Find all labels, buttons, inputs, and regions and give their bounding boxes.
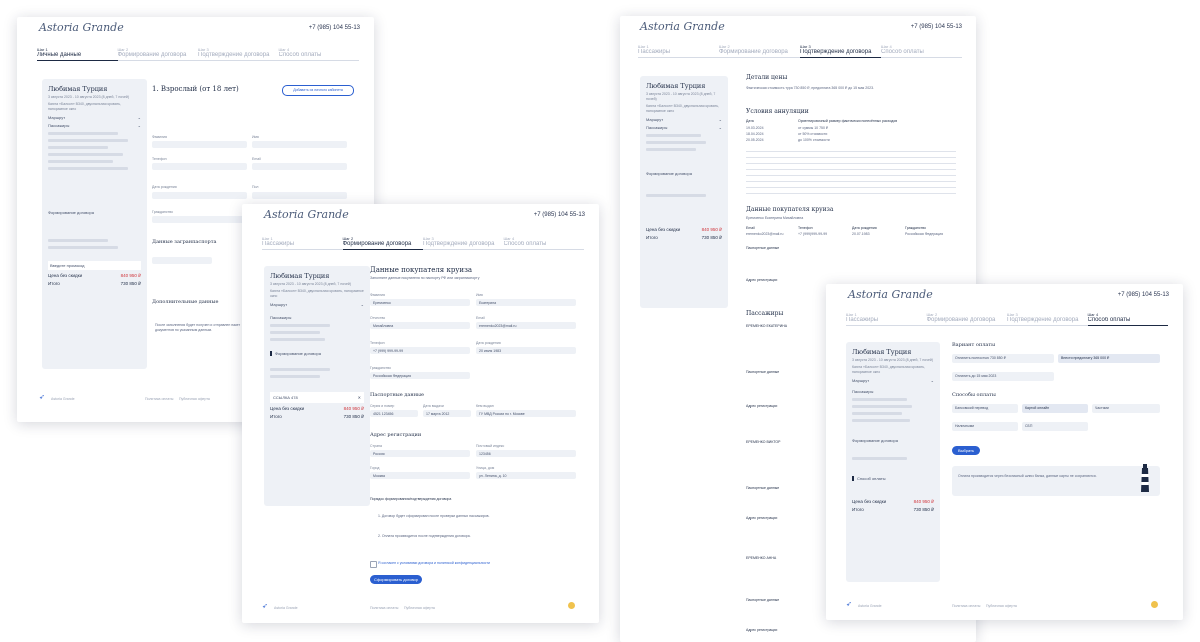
footer-link-offer[interactable]: Публичная оферта <box>986 604 1017 608</box>
passengers-title: Пассажиры <box>746 310 784 317</box>
value: ул. Ленина, д. 10 <box>479 474 507 478</box>
passenger-name: ЕРЕМЕНКО ЕКАТЕРИНА <box>746 324 788 328</box>
tour-summary <box>264 266 370 506</box>
label-email: Email <box>476 316 485 320</box>
step-title: Способ оплаты <box>1087 317 1131 323</box>
partner-badge-icon <box>568 602 575 609</box>
phone-number[interactable]: +7 (985) 104 55-13 <box>1117 292 1169 298</box>
buyer-val: +7 (999)999-99-99 <box>798 232 828 236</box>
method-option-card[interactable] <box>1022 404 1088 413</box>
value: 17 марта 2012 <box>426 412 450 416</box>
input-birthdate[interactable] <box>476 347 576 354</box>
discount-label: Цена без скидки <box>646 227 681 232</box>
value: ГУ МВД России по г. Москве <box>479 412 525 416</box>
label-issue-date: Дата выдачи <box>423 404 444 408</box>
pay-option-prepay[interactable] <box>1058 354 1160 363</box>
pay-option-later[interactable] <box>952 372 1054 381</box>
input-gender[interactable] <box>252 192 347 199</box>
stepper <box>37 47 359 61</box>
payment-note: Оплата производится через безопасный шлюз банка, данные карты не сохраняются. <box>958 474 1097 478</box>
label-gender: Пол <box>252 185 259 189</box>
total-price: 730 850 ₽ <box>913 507 934 512</box>
route-label: Маршрут <box>852 378 870 383</box>
value: +7 (999) 999-99-99 <box>373 349 404 353</box>
step-num: Шаг 3 <box>1007 312 1018 317</box>
tour-cabin: Каюта «Балкон» В340, двуспальная кровать, панорамное окно <box>852 365 925 374</box>
adult-title: 1. Взрослый (от 18 лет) <box>152 85 239 93</box>
step-contract[interactable] <box>343 236 424 250</box>
step-title: Формирование договора <box>117 52 187 58</box>
brand-logo[interactable]: Astoria Grande <box>264 208 349 221</box>
step-num: Шаг 1 <box>638 44 649 49</box>
total-row <box>646 235 722 241</box>
label-citizenship: Гражданство <box>370 366 391 370</box>
cancel-title: Условия аннуляции <box>746 108 809 115</box>
step-num: Шаг 2 <box>719 44 730 49</box>
method-option[interactable] <box>1022 422 1088 431</box>
tour-cabin: Каюта «Балкон» В340, двуспальная кровать, панорамное окно <box>48 102 121 111</box>
label-birthdate: Дата рождения <box>476 341 501 345</box>
value: Россия <box>373 452 385 456</box>
address-title: Адрес регистрации <box>746 404 778 408</box>
value: СБП <box>1025 424 1033 428</box>
stepper <box>262 236 584 250</box>
step-num: Шаг 1 <box>262 236 273 241</box>
buyer-val: 20.07.1983 <box>852 232 870 236</box>
old-price-row <box>646 227 722 233</box>
tour-summary <box>846 342 940 582</box>
value: Москва <box>373 474 385 478</box>
discount-label: Цена без скидки <box>48 273 83 278</box>
label-lastname: Фамилия <box>370 293 385 297</box>
chevron-down-icon: ⌄ <box>137 123 141 128</box>
cancel-amount: до 100% стоимости <box>798 138 830 142</box>
step-confirm[interactable] <box>198 47 279 61</box>
label-passport-number: Серия и номер <box>370 404 395 408</box>
cancel-amount: от 50% стоимости <box>798 132 828 136</box>
step-confirm[interactable] <box>423 236 504 250</box>
method-option[interactable] <box>952 422 1018 431</box>
passengers-toggle[interactable] <box>852 389 934 394</box>
payment-step[interactable] <box>852 476 934 481</box>
discount-label: Цена без скидки <box>270 406 305 411</box>
step-payment[interactable] <box>279 47 360 61</box>
route-toggle[interactable] <box>270 302 364 307</box>
route-toggle[interactable] <box>48 115 141 120</box>
label-birthdate: Дата рождения <box>152 185 177 189</box>
stepper <box>638 44 962 58</box>
label-phone: Телефон <box>370 341 385 345</box>
buyer-col: Гражданство <box>905 226 926 230</box>
consent-checkbox[interactable] <box>370 561 377 568</box>
screen-payment <box>826 284 1183 620</box>
input-phone[interactable] <box>370 347 470 354</box>
input-postcode[interactable] <box>476 450 576 457</box>
bird-icon: ➶ <box>846 601 852 608</box>
step-num: Шаг 4 <box>1087 312 1099 317</box>
passenger-name: ЕРЕМЕНКО ВИКТОР <box>746 440 781 444</box>
tour-dates: 3 августа 2023 - 10 августа 2023 (8 дней, 7 ночей) <box>270 282 352 286</box>
label-lastname: Фамилия <box>152 135 167 139</box>
brand-logo[interactable]: Astoria Grande <box>39 21 124 34</box>
extra-note: После заполнения будет получен и отправлен пакет документов по указанным данным. <box>155 323 241 332</box>
step-num: Шаг 4 <box>278 47 290 52</box>
value: Наличными <box>955 424 975 428</box>
chevron-down-icon: ⌄ <box>718 117 722 122</box>
step-num: Шаг 2 <box>117 47 129 52</box>
passport-section-title: Данные загранпаспорта <box>152 239 217 245</box>
input-street[interactable] <box>476 472 576 479</box>
value: Екатерина <box>479 301 497 305</box>
step-personal[interactable] <box>37 47 118 61</box>
chevron-down-icon: ⌄ <box>930 378 934 383</box>
address-title: Адрес регистрации <box>746 516 778 520</box>
method-option[interactable] <box>1092 404 1160 413</box>
total-price: 730 850 ₽ <box>343 414 364 419</box>
cancel-date: 19.03.2024 <box>746 126 764 130</box>
chevron-down-icon: ⌄ <box>360 302 364 307</box>
input-city[interactable] <box>370 472 470 479</box>
step-title: Формирование договора <box>926 317 996 323</box>
footer-company: Astoria Grande <box>274 606 298 610</box>
step-contract[interactable] <box>927 312 1008 326</box>
passenger-name: ЕРЕМЕНКО АННА <box>746 556 777 560</box>
passengers-label: Пассажиры <box>48 123 70 128</box>
step-title: Способ оплаты <box>503 241 547 247</box>
total-price: 730 850 ₽ <box>120 281 141 286</box>
input-passport[interactable] <box>152 257 212 264</box>
footer-link-payment[interactable]: Политика оплаты <box>370 606 399 610</box>
input-issued-by[interactable] <box>476 410 576 417</box>
total-row <box>270 414 364 420</box>
total-label: Итого <box>270 414 282 419</box>
promo-placeholder: Введите промокод <box>50 263 85 268</box>
step-title: Подтверждение договора <box>423 241 495 247</box>
route-toggle[interactable] <box>646 117 722 122</box>
route-label: Маршрут <box>646 117 664 122</box>
footer-company: Astoria Grande <box>51 397 75 401</box>
cancel-head-amount: Ориентировочный размер фактически понесённых расходов <box>798 119 898 123</box>
pay-option-full[interactable] <box>952 354 1054 363</box>
route-label: Маршрут <box>48 115 66 120</box>
step-num: Шаг 1 <box>846 312 857 317</box>
address-title: Адрес регистрации <box>746 278 778 282</box>
passport-title: Паспортные данные <box>746 246 780 250</box>
step-title: Пассажиры <box>846 317 879 323</box>
label-middlename: Отчество <box>370 316 386 320</box>
input-citizenship[interactable] <box>152 216 247 223</box>
payment-variant-title: Вариант оплаты <box>952 342 996 348</box>
step-passengers[interactable] <box>638 44 719 58</box>
label-country: Страна <box>370 444 382 448</box>
step-num: Шаг 2 <box>342 236 354 241</box>
value: Еремченко <box>373 301 391 305</box>
cancel-head-date: Дата <box>746 119 754 123</box>
step-num: Шаг 3 <box>423 236 434 241</box>
tour-dates: 3 августа 2023 - 10 августа 2023 (8 дней, 7 ночей) <box>48 95 130 99</box>
footer-link-payment[interactable]: Политика оплаты <box>145 397 174 401</box>
tour-name: Любимая Турция <box>48 85 108 93</box>
step-title: Подтверждение договора <box>1007 317 1079 323</box>
total-row <box>48 281 141 287</box>
add-from-account-button[interactable]: Добавить из личного кабинета <box>282 85 354 96</box>
value: Оплатить до 15 мая 2023 <box>955 374 997 378</box>
step-title: Подтверждение договора <box>800 49 872 55</box>
step-title: Способ оплаты <box>278 52 322 58</box>
stepper <box>846 312 1168 326</box>
label-email: Email <box>252 157 261 161</box>
step-title: Личные данные <box>37 52 82 58</box>
passengers-label: Пассажиры <box>270 315 292 320</box>
total-label: Итого <box>852 507 864 512</box>
brand-logo[interactable]: Astoria Grande <box>848 288 933 301</box>
input-country[interactable] <box>370 450 470 457</box>
close-icon[interactable]: ✕ <box>357 395 361 400</box>
step-passengers[interactable] <box>262 236 343 250</box>
step-num: Шаг 4 <box>881 44 892 49</box>
buyer-col: Дата рождения <box>852 226 877 230</box>
cancel-date: 20.05.2024 <box>746 138 764 142</box>
step-num: Шаг 3 <box>198 47 209 52</box>
route-toggle[interactable] <box>852 378 934 383</box>
tour-name: Любимая Турция <box>270 272 330 280</box>
create-contract-button[interactable]: Сформировать договор <box>370 575 422 584</box>
contract-step <box>646 171 722 176</box>
buyer-subtitle: Заполните данные покупателя по паспорту РФ или загранпаспорту <box>370 276 480 280</box>
step-payment[interactable] <box>1088 312 1169 326</box>
label-citizenship: Гражданство <box>152 210 173 214</box>
tour-name: Любимая Турция <box>646 82 706 90</box>
input-citizenship[interactable] <box>370 372 470 379</box>
partner-badge-icon <box>1151 601 1158 608</box>
buyer-title: Данные покупателя круиза <box>370 266 473 274</box>
step-contract[interactable] <box>118 47 199 61</box>
old-price-row <box>852 499 934 505</box>
screen-contract-form <box>242 204 599 623</box>
consent-text[interactable]: Я согласен с условиями договора и политикой конфиденциальности <box>378 561 490 565</box>
cancel-fine-print <box>746 148 956 196</box>
label-phone: Телефон <box>152 157 167 161</box>
value: 123456 <box>479 452 491 456</box>
input-email[interactable] <box>476 322 576 329</box>
passengers-toggle[interactable] <box>270 315 364 320</box>
passengers-label: Пассажиры <box>852 389 874 394</box>
price-details-title: Детали цены <box>746 74 788 81</box>
step-num: Шаг 1 <box>37 47 48 52</box>
value: Внести предоплату 365 000 ₽ <box>1061 356 1110 360</box>
input-firstname[interactable] <box>252 141 347 148</box>
phone-number[interactable]: +7 (985) 104 55-13 <box>910 24 962 30</box>
rules-title: Порядок формирования/подтверждения договора <box>370 497 452 501</box>
input-lastname[interactable] <box>370 299 470 306</box>
promo-value: ССЫЛКА 478 <box>273 395 298 400</box>
step-title: Формирование договора <box>719 49 788 55</box>
value: eremenko2023@mail.ru <box>479 324 517 328</box>
tour-dates: 3 августа 2023 - 10 августа 2023 (8 дней, 7 ночей) <box>646 92 716 101</box>
footer-link-payment[interactable]: Политика оплаты <box>952 604 981 608</box>
value: Российская Федерация <box>373 374 411 378</box>
passengers-label: Пассажиры <box>646 125 668 130</box>
total-row <box>852 507 934 513</box>
chevron-down-icon: ⌄ <box>137 115 141 120</box>
step-title: Способ оплаты <box>881 49 924 55</box>
passengers-toggle[interactable] <box>48 123 141 128</box>
contract-label: Формирование договора <box>275 351 321 356</box>
step-title: Пассажиры <box>262 241 295 247</box>
select-payment-button[interactable]: Выбрать <box>952 446 980 455</box>
input-lastname[interactable] <box>152 141 247 148</box>
buyer-col: Email <box>746 226 755 230</box>
buyer-name: Еремченко Екатерина Михайловна <box>746 216 804 220</box>
step-num: Шаг 2 <box>926 312 938 317</box>
contract-step <box>852 438 934 443</box>
input-birthdate[interactable] <box>152 192 247 199</box>
buyer-col: Телефон <box>798 226 813 230</box>
step-num: Шаг 4 <box>503 236 515 241</box>
input-issue-date[interactable] <box>423 410 471 417</box>
contract-label: Формирование договора <box>646 171 692 176</box>
old-price-row <box>48 273 141 279</box>
passengers-toggle[interactable] <box>646 125 722 130</box>
label-firstname: Имя <box>252 135 259 139</box>
label-street: Улица, дом <box>476 466 495 470</box>
step-payment[interactable] <box>504 236 585 250</box>
brand-logo[interactable]: Astoria Grande <box>640 20 725 33</box>
buyer-title: Данные покупателя круиза <box>746 206 834 213</box>
extra-section-title: Дополнительные данные <box>152 299 219 305</box>
step-num: Шаг 3 <box>800 44 811 49</box>
payment-note-box <box>952 466 1160 496</box>
tour-name: Любимая Турция <box>852 348 912 356</box>
total-label: Итого <box>646 235 658 240</box>
value: Оплатить полностью 730 850 ₽ <box>955 356 1006 360</box>
value: 4521 123456 <box>373 412 394 416</box>
input-email[interactable] <box>252 163 347 170</box>
promo-input[interactable] <box>48 261 141 270</box>
step-passengers[interactable] <box>846 312 927 326</box>
buyer-val: Российская Федерация <box>905 232 943 236</box>
passport-title: Паспортные данные <box>746 598 780 602</box>
step-title: Подтверждение договора <box>198 52 270 58</box>
passport-title: Паспортные данные <box>370 392 424 398</box>
input-passport-number[interactable] <box>370 410 418 417</box>
value: Картой онлайн <box>1025 406 1050 410</box>
total-price: 730 850 ₽ <box>701 235 722 240</box>
bird-icon: ➶ <box>262 603 268 610</box>
step-contract[interactable] <box>719 44 800 58</box>
address-title: Адрес регистрации <box>370 432 422 438</box>
old-price-row <box>270 406 364 412</box>
input-firstname[interactable] <box>476 299 576 306</box>
old-price: 840 950 ₽ <box>913 499 934 504</box>
contract-label: Формирование договора <box>48 210 94 215</box>
tour-cabin: Каюта «Балкон» В340, двуспальная кровать, панорамное окно <box>646 104 719 113</box>
value: Михайловна <box>373 324 394 328</box>
footer-company: Astoria Grande <box>858 604 882 608</box>
cancel-amount: от суммы 10 750 ₽ <box>798 126 829 130</box>
bird-icon: ➶ <box>39 394 45 401</box>
label-issued-by: Кем выдан <box>476 404 494 408</box>
payment-label: Способ оплаты <box>857 476 886 481</box>
total-label: Итого <box>48 281 60 286</box>
input-middlename[interactable] <box>370 322 470 329</box>
cancel-date: 18.04.2024 <box>746 132 764 136</box>
chevron-down-icon: ⌄ <box>718 125 722 130</box>
tour-dates: 3 августа 2023 - 10 августа 2023 (8 дней, 7 ночей) <box>852 358 934 362</box>
old-price: 840 950 ₽ <box>343 406 364 411</box>
address-title: Адрес регистрации <box>746 628 778 632</box>
step-payment[interactable] <box>881 44 962 58</box>
value: Банковский перевод <box>955 406 989 410</box>
tour-cabin: Каюта «Балкон» В340, двуспальная кровать, панорамное окно <box>270 289 364 298</box>
rule-item: 1. Договор будет сформирован после проверки данных пассажиров. <box>378 514 490 518</box>
route-label: Маршрут <box>270 302 288 307</box>
rule-item: 2. Оплата производится после подтверждения договора. <box>378 534 471 538</box>
lighthouse-icon <box>1138 462 1152 492</box>
tour-summary <box>42 79 147 369</box>
value: Частями <box>1095 406 1109 410</box>
tour-summary <box>640 76 728 308</box>
value: 20 июля 1983 <box>479 349 502 353</box>
old-price: 840 950 ₽ <box>120 273 141 278</box>
step-title: Формирование договора <box>342 241 412 247</box>
passport-title: Паспортные данные <box>746 370 780 374</box>
phone-number[interactable]: +7 (985) 104 55-13 <box>533 212 585 218</box>
old-price: 840 950 ₽ <box>701 227 722 232</box>
contract-step[interactable] <box>270 351 364 356</box>
step-confirm[interactable] <box>800 44 881 58</box>
method-option[interactable] <box>952 404 1018 413</box>
step-title: Пассажиры <box>638 49 671 55</box>
footer-link-offer[interactable]: Публичная оферта <box>179 397 210 401</box>
phone-number[interactable]: +7 (985) 104 55-13 <box>308 25 360 31</box>
label-firstname: Имя <box>476 293 483 297</box>
promo-input[interactable] <box>270 392 364 403</box>
payment-method-title: Способы оплаты <box>952 392 996 398</box>
input-phone[interactable] <box>152 163 247 170</box>
footer-link-offer[interactable]: Публичная оферта <box>404 606 435 610</box>
buyer-val: eremenko2023@mail.ru <box>746 232 784 236</box>
label-postcode: Почтовый индекс <box>476 444 505 448</box>
label-city: Город <box>370 466 380 470</box>
price-details-text: Фактическая стоимость тура 730 850 ₽, предоплата 365 000 ₽ до 15 мая 2023. <box>746 86 875 90</box>
passport-title: Паспортные данные <box>746 486 780 490</box>
contract-step <box>48 210 141 215</box>
contract-label: Формирование договора <box>852 438 898 443</box>
discount-label: Цена без скидки <box>852 499 887 504</box>
step-confirm[interactable] <box>1007 312 1088 326</box>
